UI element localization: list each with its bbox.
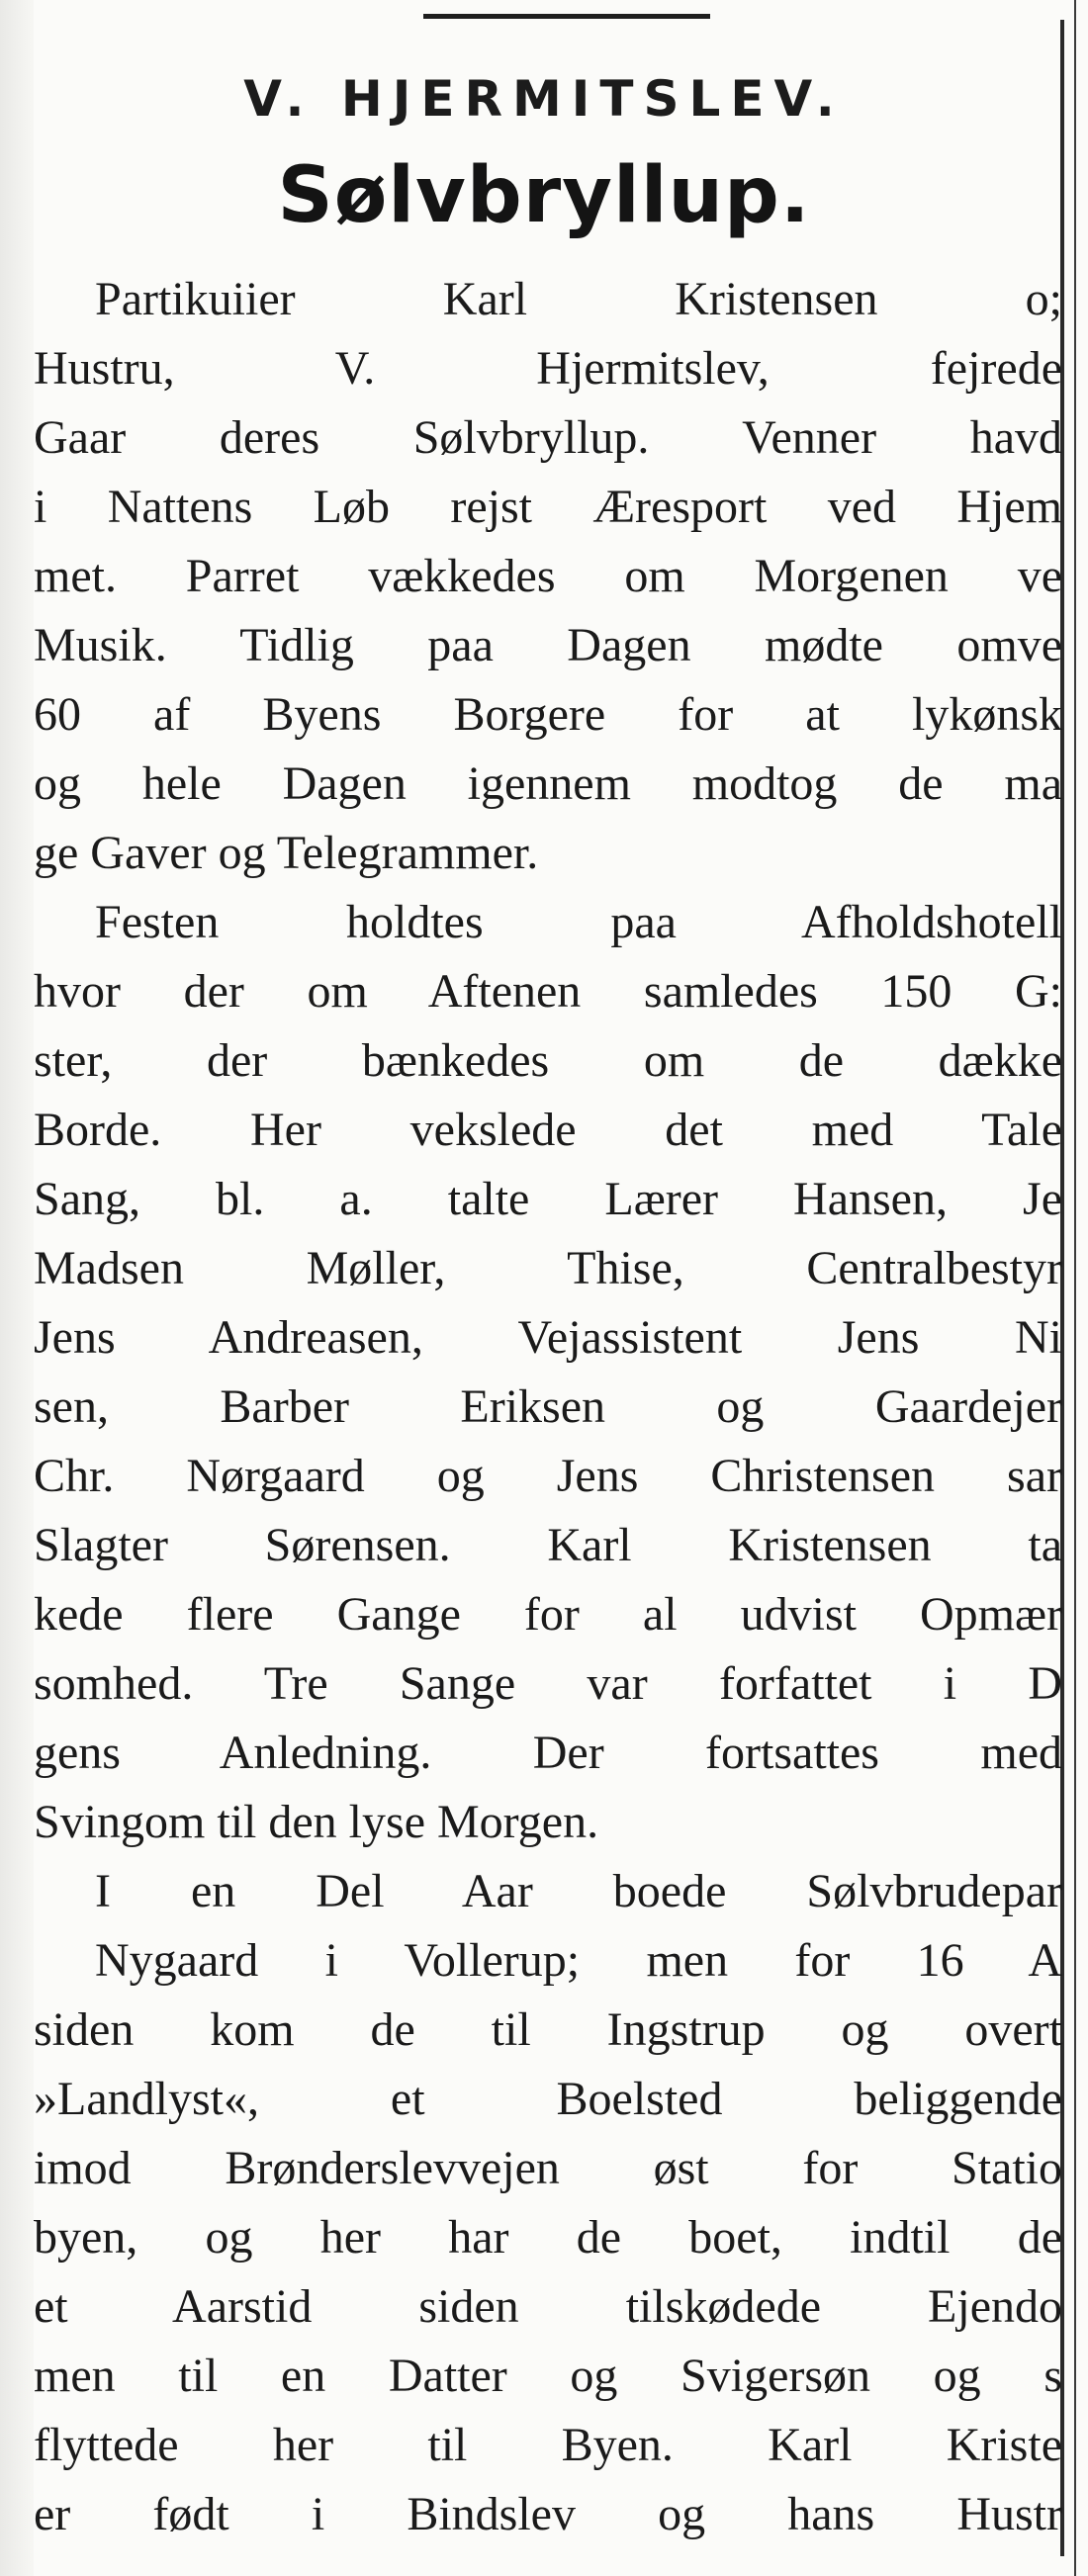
- page-edge-rule: [1074, 0, 1076, 2576]
- text-line: 60 af Byens Borgere for at lykønsk: [34, 688, 1062, 741]
- text-line: Gaar deres Sølvbryllup. Venner havd: [34, 411, 1062, 464]
- text-line: sen, Barber Eriksen og Gaardejer: [34, 1380, 1062, 1433]
- text-line: i Nattens Løb rejst Æresport ved Hjem: [34, 481, 1062, 533]
- text-line: Borde. Her vekslede det med Tale: [34, 1104, 1062, 1156]
- text-line: et Aarstid siden tilskødede Ejendo: [34, 2280, 1062, 2333]
- text-line: Hustru, V. Hjermitslev, fejrede: [34, 342, 1062, 395]
- text-line: og hele Dagen igennem modtog de ma: [34, 757, 1062, 810]
- location-heading: V. HJERMITSLEV.: [243, 70, 845, 128]
- text-line: »Landlyst«, et Boelsted beliggende: [34, 2073, 1062, 2125]
- text-line: byen, og her har de boet, indtil de: [34, 2211, 1062, 2264]
- text-line: Nygaard i Vollerup; men for 16 A: [95, 1934, 1062, 1987]
- text-line: hvor der om Aftenen samledes 150 G:: [34, 965, 1062, 1018]
- text-line: Partikuiier Karl Kristensen o;: [95, 273, 1062, 325]
- text-line: Svingom til den lyse Morgen.: [34, 1796, 599, 1848]
- article-title: Sølvbryllup.: [277, 151, 811, 240]
- text-line: ster, der bænkedes om de dække: [34, 1034, 1062, 1087]
- paper-edge: [0, 0, 34, 2576]
- text-line: gens Anledning. Der fortsattes med: [34, 1727, 1062, 1779]
- text-line: imod Brønderslevvejen øst for Statio: [34, 2142, 1062, 2194]
- text-line: men til en Datter og Svigersøn og s: [34, 2350, 1062, 2402]
- text-line: siden kom de til Ingstrup og overt: [34, 2003, 1062, 2056]
- text-line: I en Del Aar boede Sølvbrudepar: [95, 1865, 1062, 1917]
- text-line: er født i Bindslev og hans Hustr: [34, 2488, 1062, 2540]
- text-line: Sang, bl. a. talte Lærer Hansen, Je: [34, 1173, 1062, 1225]
- top-divider-rule: [423, 14, 710, 19]
- text-line: Chr. Nørgaard og Jens Christensen sar: [34, 1450, 1062, 1502]
- text-line: ge Gaver og Telegrammer.: [34, 827, 539, 879]
- text-line: Festen holdtes paa Afholdshotell: [95, 896, 1062, 948]
- text-line: met. Parret vækkedes om Morgenen ve: [34, 550, 1062, 602]
- article-body: [34, 265, 1062, 2549]
- text-line: Slagter Sørensen. Karl Kristensen ta: [34, 1519, 1062, 1571]
- text-line: Jens Andreasen, Vejassistent Jens Ni: [34, 1311, 1062, 1364]
- text-line: Musik. Tidlig paa Dagen mødte omve: [34, 619, 1062, 671]
- text-line: flyttede her til Byen. Karl Kriste: [34, 2419, 1062, 2471]
- text-line: Madsen Møller, Thise, Centralbestyr: [34, 1242, 1062, 1294]
- text-line: kede flere Gange for al udvist Opmær: [34, 1588, 1062, 1641]
- text-line: somhed. Tre Sange var forfattet i D: [34, 1657, 1062, 1710]
